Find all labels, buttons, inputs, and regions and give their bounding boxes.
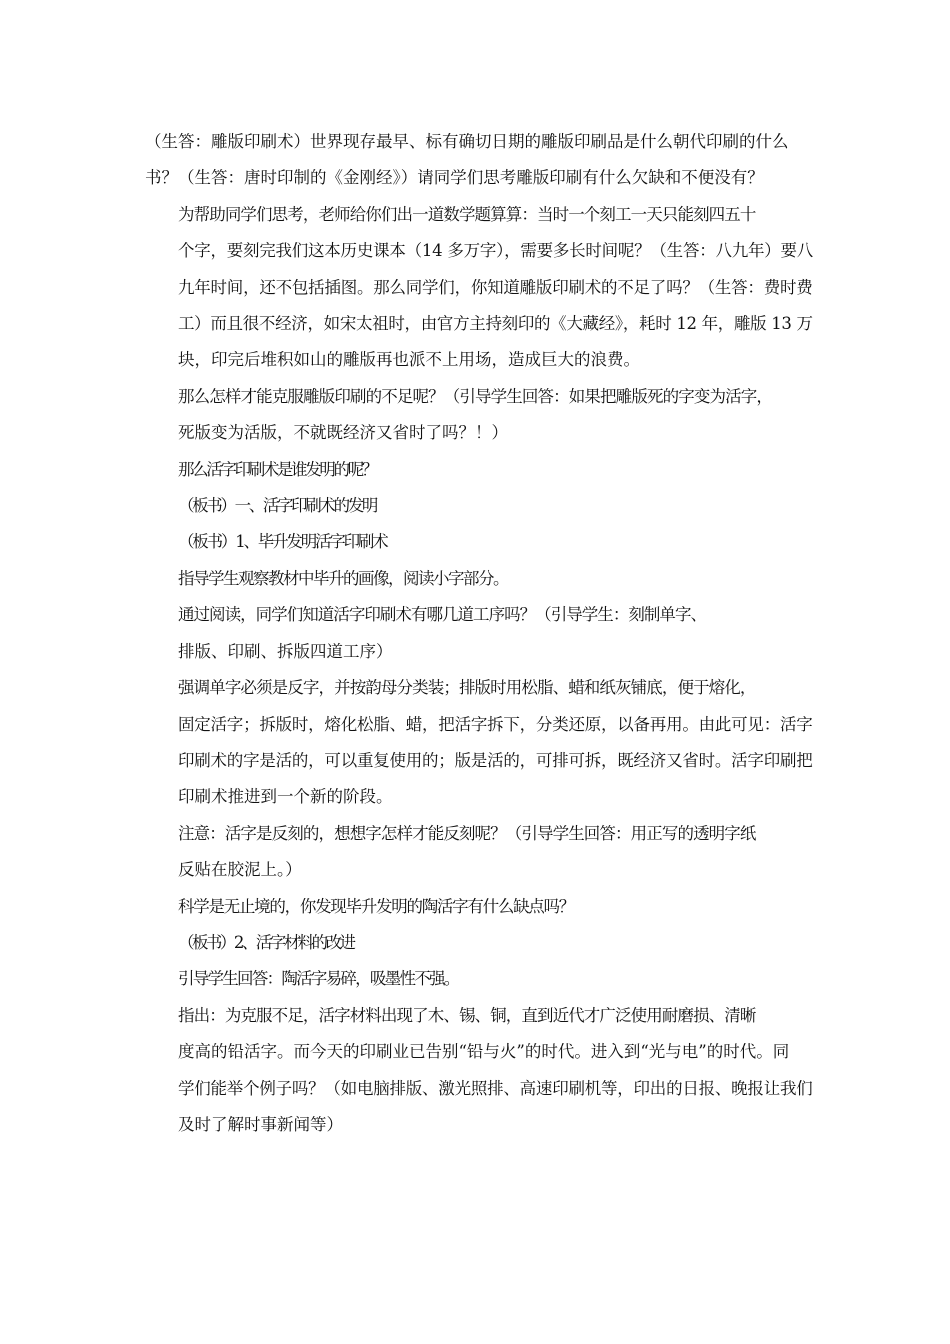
text-line: 个字，要刻完我们这本历史课本（14 多万字），需要多长时间呢？（生答：八九年）要八 <box>178 241 813 261</box>
paragraph <box>145 452 813 488</box>
text-line: 注意：活字是反刻的，想想字怎样才能反刻呢？（引导学生回答：用正写的透明字纸 <box>178 823 756 843</box>
text-line: 印刷术的字是活的，可以重复使用的；版是活的，可排可拆，既经济又省时。活字印刷把 <box>178 750 813 770</box>
text-line: 科学是无止境的，你发现毕升发明的陶活字有什么缺点吗？ <box>178 896 575 916</box>
text-line: 通过阅读，同学们知道活字印刷术有哪几道工序吗？（引导学生：刻制单字、 <box>178 605 707 625</box>
text-line: 排版、印刷、拆版四道工序） <box>178 641 393 661</box>
text-line: 那么活字印刷术是谁发明的呢？ <box>178 459 377 479</box>
paragraph <box>145 561 813 597</box>
paragraph <box>145 925 813 961</box>
paragraph <box>145 124 813 197</box>
paragraph <box>145 524 813 560</box>
paragraph <box>145 597 813 670</box>
text-line: （板书）2、活字材料的改进 <box>178 932 354 952</box>
paragraph <box>145 197 813 379</box>
text-line: （板书）一、活字印刷术的发明 <box>178 496 377 516</box>
text-line: 死版变为活版，不就既经济又省时了吗？！） <box>178 423 508 443</box>
paragraph <box>145 379 813 452</box>
paragraph <box>145 998 813 1144</box>
paragraph <box>145 816 813 889</box>
text-line: 九年时间，还不包括插图。那么同学们，你知道雕版印刷术的不足了吗？（生答：费时费 <box>178 277 813 297</box>
paragraph <box>145 961 813 997</box>
text-line: 固定活字；拆版时，熔化松脂、蜡，把活字拆下，分类还原，以备再用。由此可见：活字 <box>178 714 813 734</box>
text-line: 印刷术推进到一个新的阶段。 <box>178 787 393 807</box>
text-line: 指导学生观察教材中毕升的画像，阅读小字部分。 <box>178 568 508 588</box>
text-line: 引导学生回答：陶活字易碎，吸墨性不强。 <box>178 969 459 989</box>
paragraph <box>145 889 813 925</box>
text-line: 书？（生答：唐时印制的《金刚经》）请同学们思考雕版印刷有什么欠缺和不便没有？ <box>145 168 764 188</box>
text-line: 反贴在胶泥上。） <box>178 860 302 880</box>
text-line: 学们能举个例子吗？（如电脑排版、激光照排、高速印刷机等，印出的日报、晚报让我们 <box>178 1078 813 1098</box>
paragraph <box>145 488 813 524</box>
text-line: 为帮助同学们思考，老师给你们出一道数学题算算：当时一个刻工一天只能刻四五十 <box>178 204 756 224</box>
text-line: 工）而且很不经济，如宋太祖时，由官方主持刻印的《大藏经》，耗时 12 年，雕版 13 万 <box>178 314 813 334</box>
text-line: （板书）1、毕升发明活字印刷术 <box>178 532 387 552</box>
text-line: 强调单字必须是反字，并按韵母分类装；排版时用松脂、蜡和纸灰铺底，便于熔化， <box>178 678 756 698</box>
text-line: 及时了解时事新闻等） <box>178 1114 343 1134</box>
text-line: （生答：雕版印刷术）世界现存最早、标有确切日期的雕版印刷品是什么朝代印刷的什么 <box>145 132 789 151</box>
text-line: 那么怎样才能克服雕版印刷的不足呢？（引导学生回答：如果把雕版死的字变为活字， <box>178 386 773 406</box>
paragraph <box>145 670 813 816</box>
document-body <box>145 124 813 1143</box>
text-line: 块，印完后堆积如山的雕版再也派不上用场，造成巨大的浪费。 <box>178 350 640 370</box>
text-line: 指出：为克服不足，活字材料出现了木、锡、铜，直到近代才广泛使用耐磨损、清晰 <box>178 1005 756 1025</box>
text-line: 度高的铅活字。而今天的印刷业已告别“铅与火”的时代。进入到“光与电”的时代。同 <box>178 1042 790 1062</box>
